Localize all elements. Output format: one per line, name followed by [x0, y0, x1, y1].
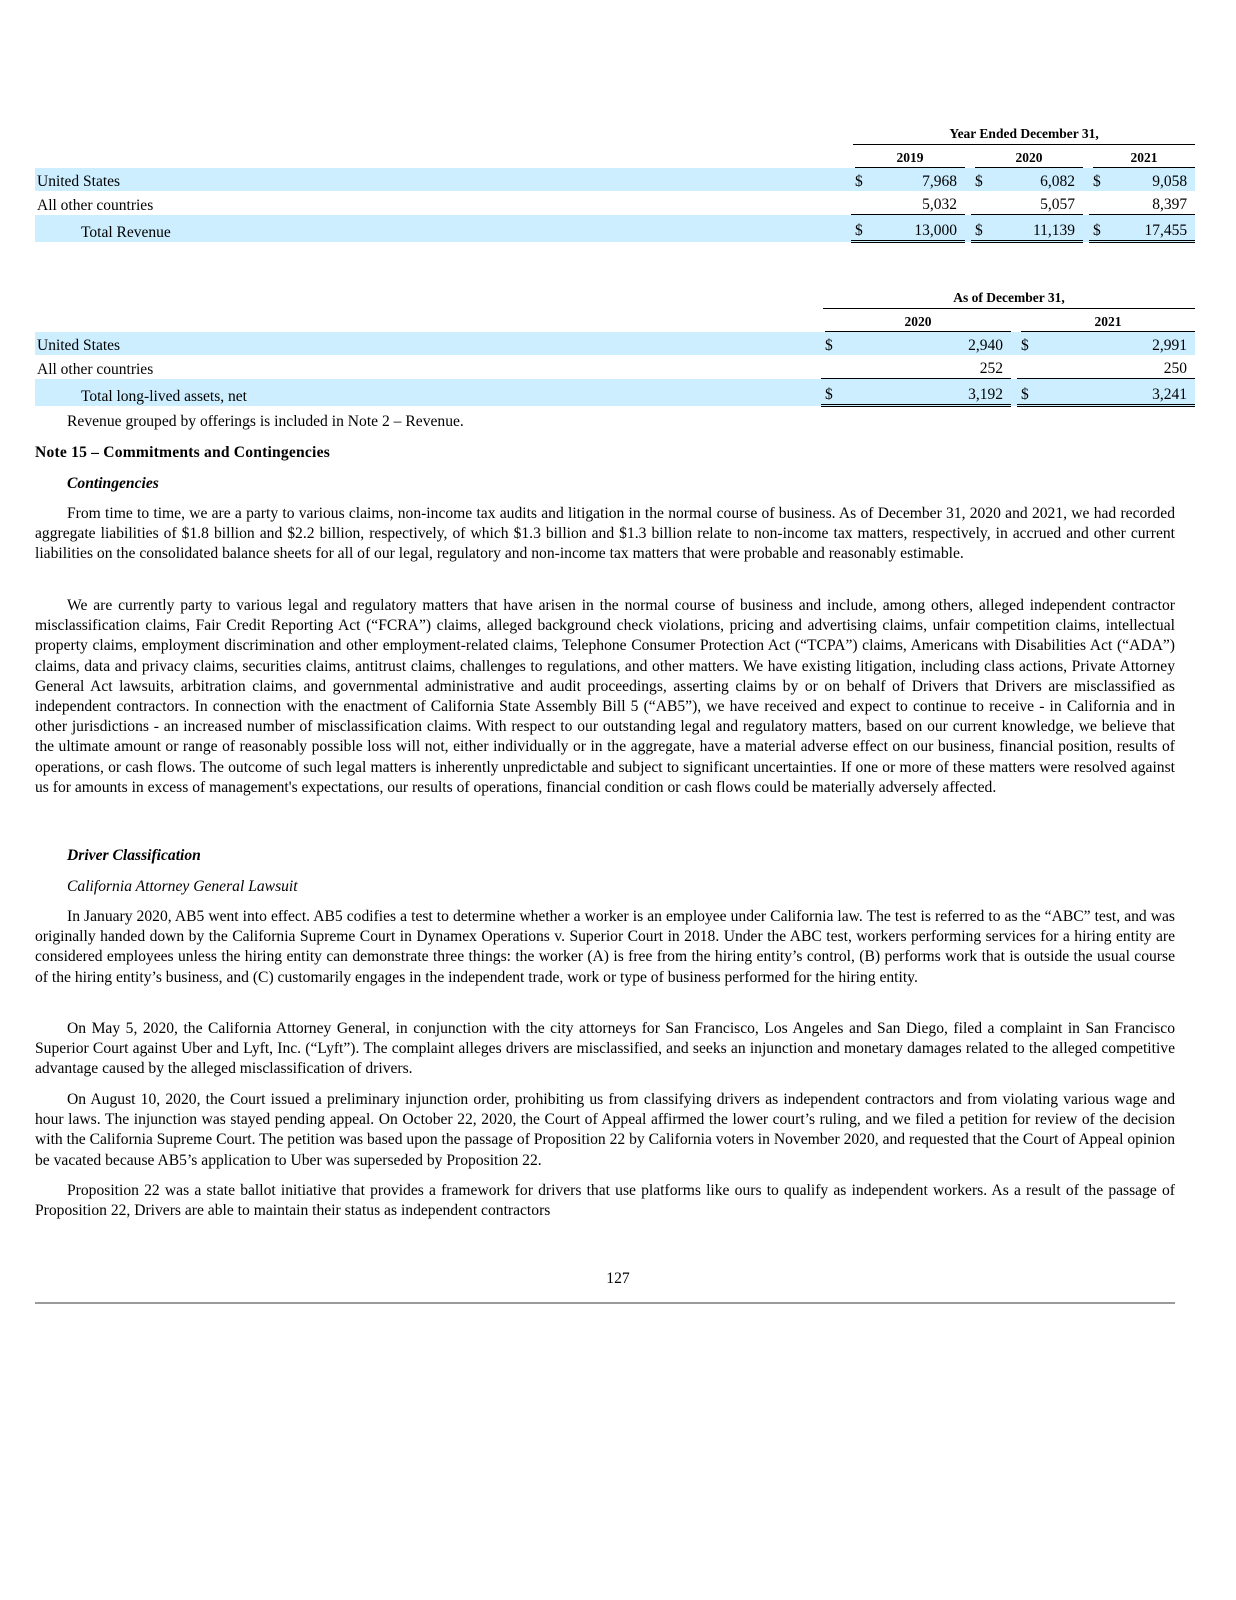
revenue-note-reference: Revenue grouped by offerings is included in Note 2 – Revenue.: [67, 413, 464, 430]
currency-symbol: $: [851, 168, 871, 191]
table-cell: 8,397: [1152, 196, 1188, 213]
currency-symbol: $: [971, 215, 991, 242]
currency-symbol: [821, 355, 841, 379]
row-label: Total Revenue: [35, 215, 845, 242]
ca-attorney-general-subheading: California Attorney General Lawsuit: [67, 878, 298, 895]
table-cell: 13,000: [871, 215, 965, 242]
table-cell: 5,057: [1040, 196, 1075, 213]
currency-symbol: $: [821, 379, 841, 406]
revenue-by-geography-table: [35, 122, 1195, 243]
currency-symbol: $: [1089, 168, 1109, 191]
contingencies-paragraph-2: We are currently party to various legal and regulatory matters that have arisen in the normal course of business and include, among others, alleged independent contractor misclassification claims, Fair Credit Reporting Act (“FCRA”) claims, alleged background check violations, pricing and advertising claims, unfair competition claims, intellectual property claims, employment discrimination and other employment-related claims, Telephone Consumer Protection Act (“TCPA”) claims, Americans with Disabilities Act (“ADA”) claims, data and privacy claims, securities claims, antitrust claims, challenges to regulations, and other matters. We have existing litigation, including class actions, Private Attorney General Act lawsuits, arbitration claims, and governmental administrative and audit proceedings, asserting claims by or on behalf of Drivers that Drivers are misclassified as independent contractors. In connection with the enactment of California State Assembly Bill 5 (“AB5”), we have received and expect to continue to receive - in California and in other jurisdictions - an increased number of misclassification claims. With respect to our outstanding legal and regulatory matters, based on our current knowledge, we believe that the ultimate amount or range of reasonably possible loss will not, either individually or in the aggregate, have a material adverse effect on our business, financial position, results of operations, or cash flows. The outcome of such legal matters is inherently unpredictable and subject to significant uncertainties. If one or more of these matters were resolved against us for amounts in excess of management's expectations, our results of operations, financial condition or cash flows could be materially adversely affected.: [35, 597, 1175, 796]
driver-classification-heading: Driver Classification: [67, 847, 201, 864]
contingencies-paragraph-1: From time to time, we are a party to various claims, non-income tax audits and litigation in the normal course of business. As of December 31, 2020 and 2021, we had recorded aggregate liabilities of $1.8 billion and $2.2 billion, respectively, of which $1.3 billion and $1.3 billion relate to non-income tax matters, respectively, in accrued and other current liabilities on the consolidated balance sheets for all of our legal, regulatory and non-income tax matters that were probable and reasonably estimable.: [35, 505, 1175, 563]
table-cell: 5,032: [922, 196, 957, 213]
table-cell: 3,241: [1037, 379, 1195, 406]
revenue-year-header: 2021: [1089, 145, 1195, 168]
table-cell: 9,058: [1109, 168, 1195, 191]
table-row: [35, 332, 1195, 355]
currency-symbol: $: [971, 168, 991, 191]
assets-year-header: 2020: [821, 309, 1011, 332]
driver-paragraph-1: In January 2020, AB5 went into effect. AB5 codifies a test to determine whether a worker is an employee under California law. The test is referred to as the “ABC” test, and was originally handed down by the California Supreme Court in Dynamex Operations v. Superior Court in 2018. Under the ABC test, workers performing services for a hiring entity are considered employees unless the hiring entity can demonstrate three things: the worker (A) is free from the hiring entity’s control, (B) performs work that is outside the usual course of the hiring entity’s business, and (C) customarily engages in the independent trade, work or type of business performed for the hiring entity.: [35, 908, 1175, 986]
note-title: Note 15 – Commitments and Contingencies: [35, 444, 330, 461]
currency-symbol: $: [821, 332, 841, 355]
revenue-period-header: Year Ended December 31,: [851, 122, 1195, 145]
table-total-row: [35, 215, 1195, 242]
table-cell: 3,192: [841, 379, 1011, 406]
table-row: [35, 191, 1195, 215]
table-cell: 7,968: [871, 168, 965, 191]
currency-symbol: $: [1017, 379, 1037, 406]
currency-symbol: $: [1089, 215, 1109, 242]
currency-symbol: [1017, 355, 1037, 379]
page-number: 127: [606, 1270, 630, 1287]
table-cell: 2,940: [841, 332, 1011, 355]
row-label: United States: [35, 168, 845, 191]
footer-divider: [35, 1302, 1175, 1304]
table-total-row: [35, 379, 1195, 406]
driver-paragraph-2: On May 5, 2020, the California Attorney General, in conjunction with the city attorneys for San Francisco, Los Angeles and San Diego, filed a complaint in San Francisco Superior Court against Uber and Lyft, Inc. (“Lyft”). The complaint alleges drivers are misclassified, and seeks an injunction and monetary damages related to the alleged competitive advantage caused by the alleged misclassification of drivers.: [35, 1020, 1175, 1078]
row-label: United States: [35, 332, 815, 355]
contingencies-heading: Contingencies: [67, 475, 159, 492]
table-cell: 252: [979, 360, 1003, 377]
currency-symbol: $: [851, 215, 871, 242]
table-row: [35, 168, 1195, 191]
row-label: All other countries: [37, 360, 154, 378]
revenue-year-header: 2020: [971, 145, 1083, 168]
long-lived-assets-table: [35, 286, 1195, 407]
row-label: Total long-lived assets, net: [35, 379, 815, 406]
assets-year-header: 2021: [1017, 309, 1195, 332]
table-row: [35, 355, 1195, 379]
revenue-year-header: 2019: [851, 145, 965, 168]
table-cell: 6,082: [991, 168, 1083, 191]
table-cell: 17,455: [1109, 215, 1195, 242]
table-cell: 11,139: [991, 215, 1083, 242]
table-cell: 250: [1163, 360, 1188, 377]
currency-symbol: [971, 191, 991, 215]
driver-paragraph-4: Proposition 22 was a state ballot initiative that provides a framework for drivers that use platforms like ours to qualify as independent workers. As a result of the passage of Proposition 22, Drivers are able to maintain their status as independent contractors: [35, 1182, 1175, 1220]
row-label: All other countries: [37, 196, 154, 214]
currency-symbol: [1089, 191, 1109, 215]
driver-paragraph-3: On August 10, 2020, the Court issued a preliminary injunction order, prohibiting us from classifying drivers as independent contractors and from violating various wage and hour laws. The injunction was stayed pending appeal. On October 22, 2020, the Court of Appeal affirmed the lower court’s ruling, and we filed a petition for review of the decision with the California Supreme Court. The petition was based upon the passage of Proposition 22 by California voters in November 2020, and requested that the Court of Appeal opinion be vacated because AB5’s application to Uber was superseded by Proposition 22.: [35, 1091, 1175, 1169]
table-cell: 2,991: [1037, 332, 1195, 355]
assets-period-header: As of December 31,: [821, 286, 1195, 309]
currency-symbol: [851, 191, 871, 215]
currency-symbol: $: [1017, 332, 1037, 355]
